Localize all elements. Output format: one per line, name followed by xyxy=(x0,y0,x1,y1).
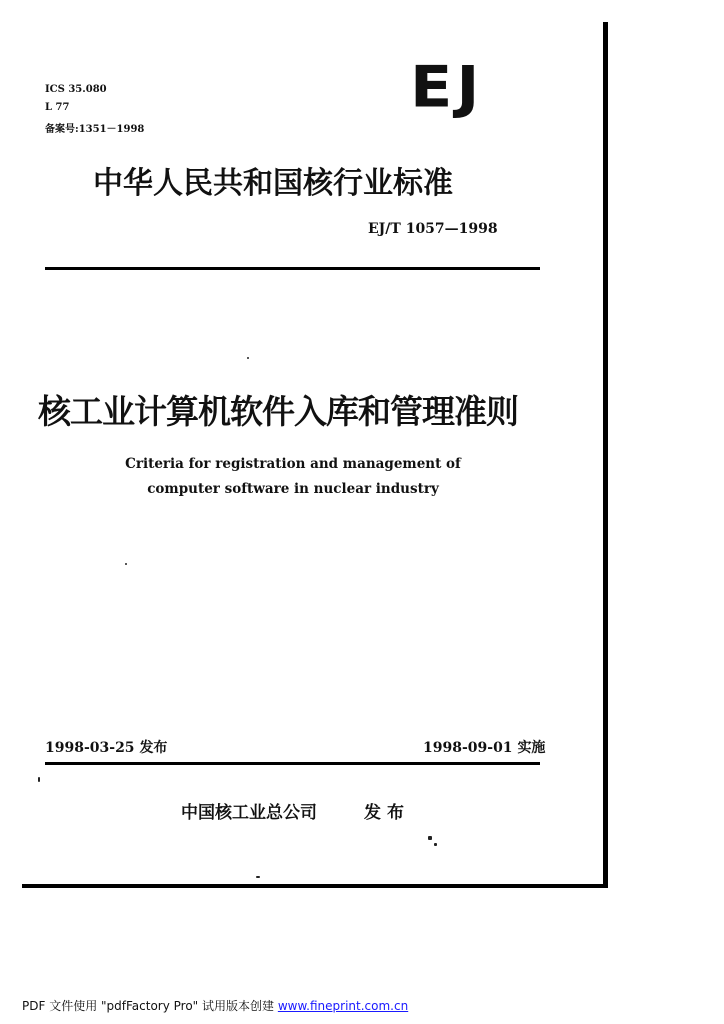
class-code: L 77 xyxy=(45,102,70,113)
footer-link[interactable]: www.fineprint.com.cn xyxy=(277,999,409,1013)
publish-date: 1998-03-25 xyxy=(45,740,135,756)
publish-label: 发布 xyxy=(139,740,168,756)
english-title-line2: computer software in nuclear industry xyxy=(147,481,439,497)
document-title: 核工业计算机软件入库和管理准则 xyxy=(38,392,518,431)
org-title: 中华人民共和国核行业标准 xyxy=(93,166,453,201)
scan-speck xyxy=(247,357,249,359)
scan-speck xyxy=(256,876,260,878)
implement-date-line xyxy=(423,737,545,757)
publish-date-line xyxy=(45,737,167,757)
issuer-name: 中国核工业总公司 xyxy=(181,803,317,823)
standard-number: EJ/T 1057—1998 xyxy=(368,221,498,237)
implement-label: 实施 xyxy=(517,740,546,756)
scan-speck xyxy=(125,563,127,565)
record-number: 备案号:1351－1998 xyxy=(45,124,145,135)
ej-logo: EJ xyxy=(410,52,484,121)
implement-date: 1998-09-01 xyxy=(423,740,513,756)
pdf-footer xyxy=(22,997,408,1014)
english-title-line1: Criteria for registration and management of xyxy=(125,456,461,472)
ics-code: ICS 35.080 xyxy=(45,84,107,95)
issuer-action: 发布 xyxy=(364,803,410,823)
divider-bottom xyxy=(45,762,540,765)
scan-speck xyxy=(434,843,437,846)
english-title xyxy=(0,452,586,502)
scan-speck xyxy=(38,777,40,782)
footer-text: PDF 文件使用 "pdfFactory Pro" 试用版本创建 xyxy=(22,999,275,1013)
divider-top xyxy=(45,267,540,270)
scan-speck xyxy=(428,836,432,840)
